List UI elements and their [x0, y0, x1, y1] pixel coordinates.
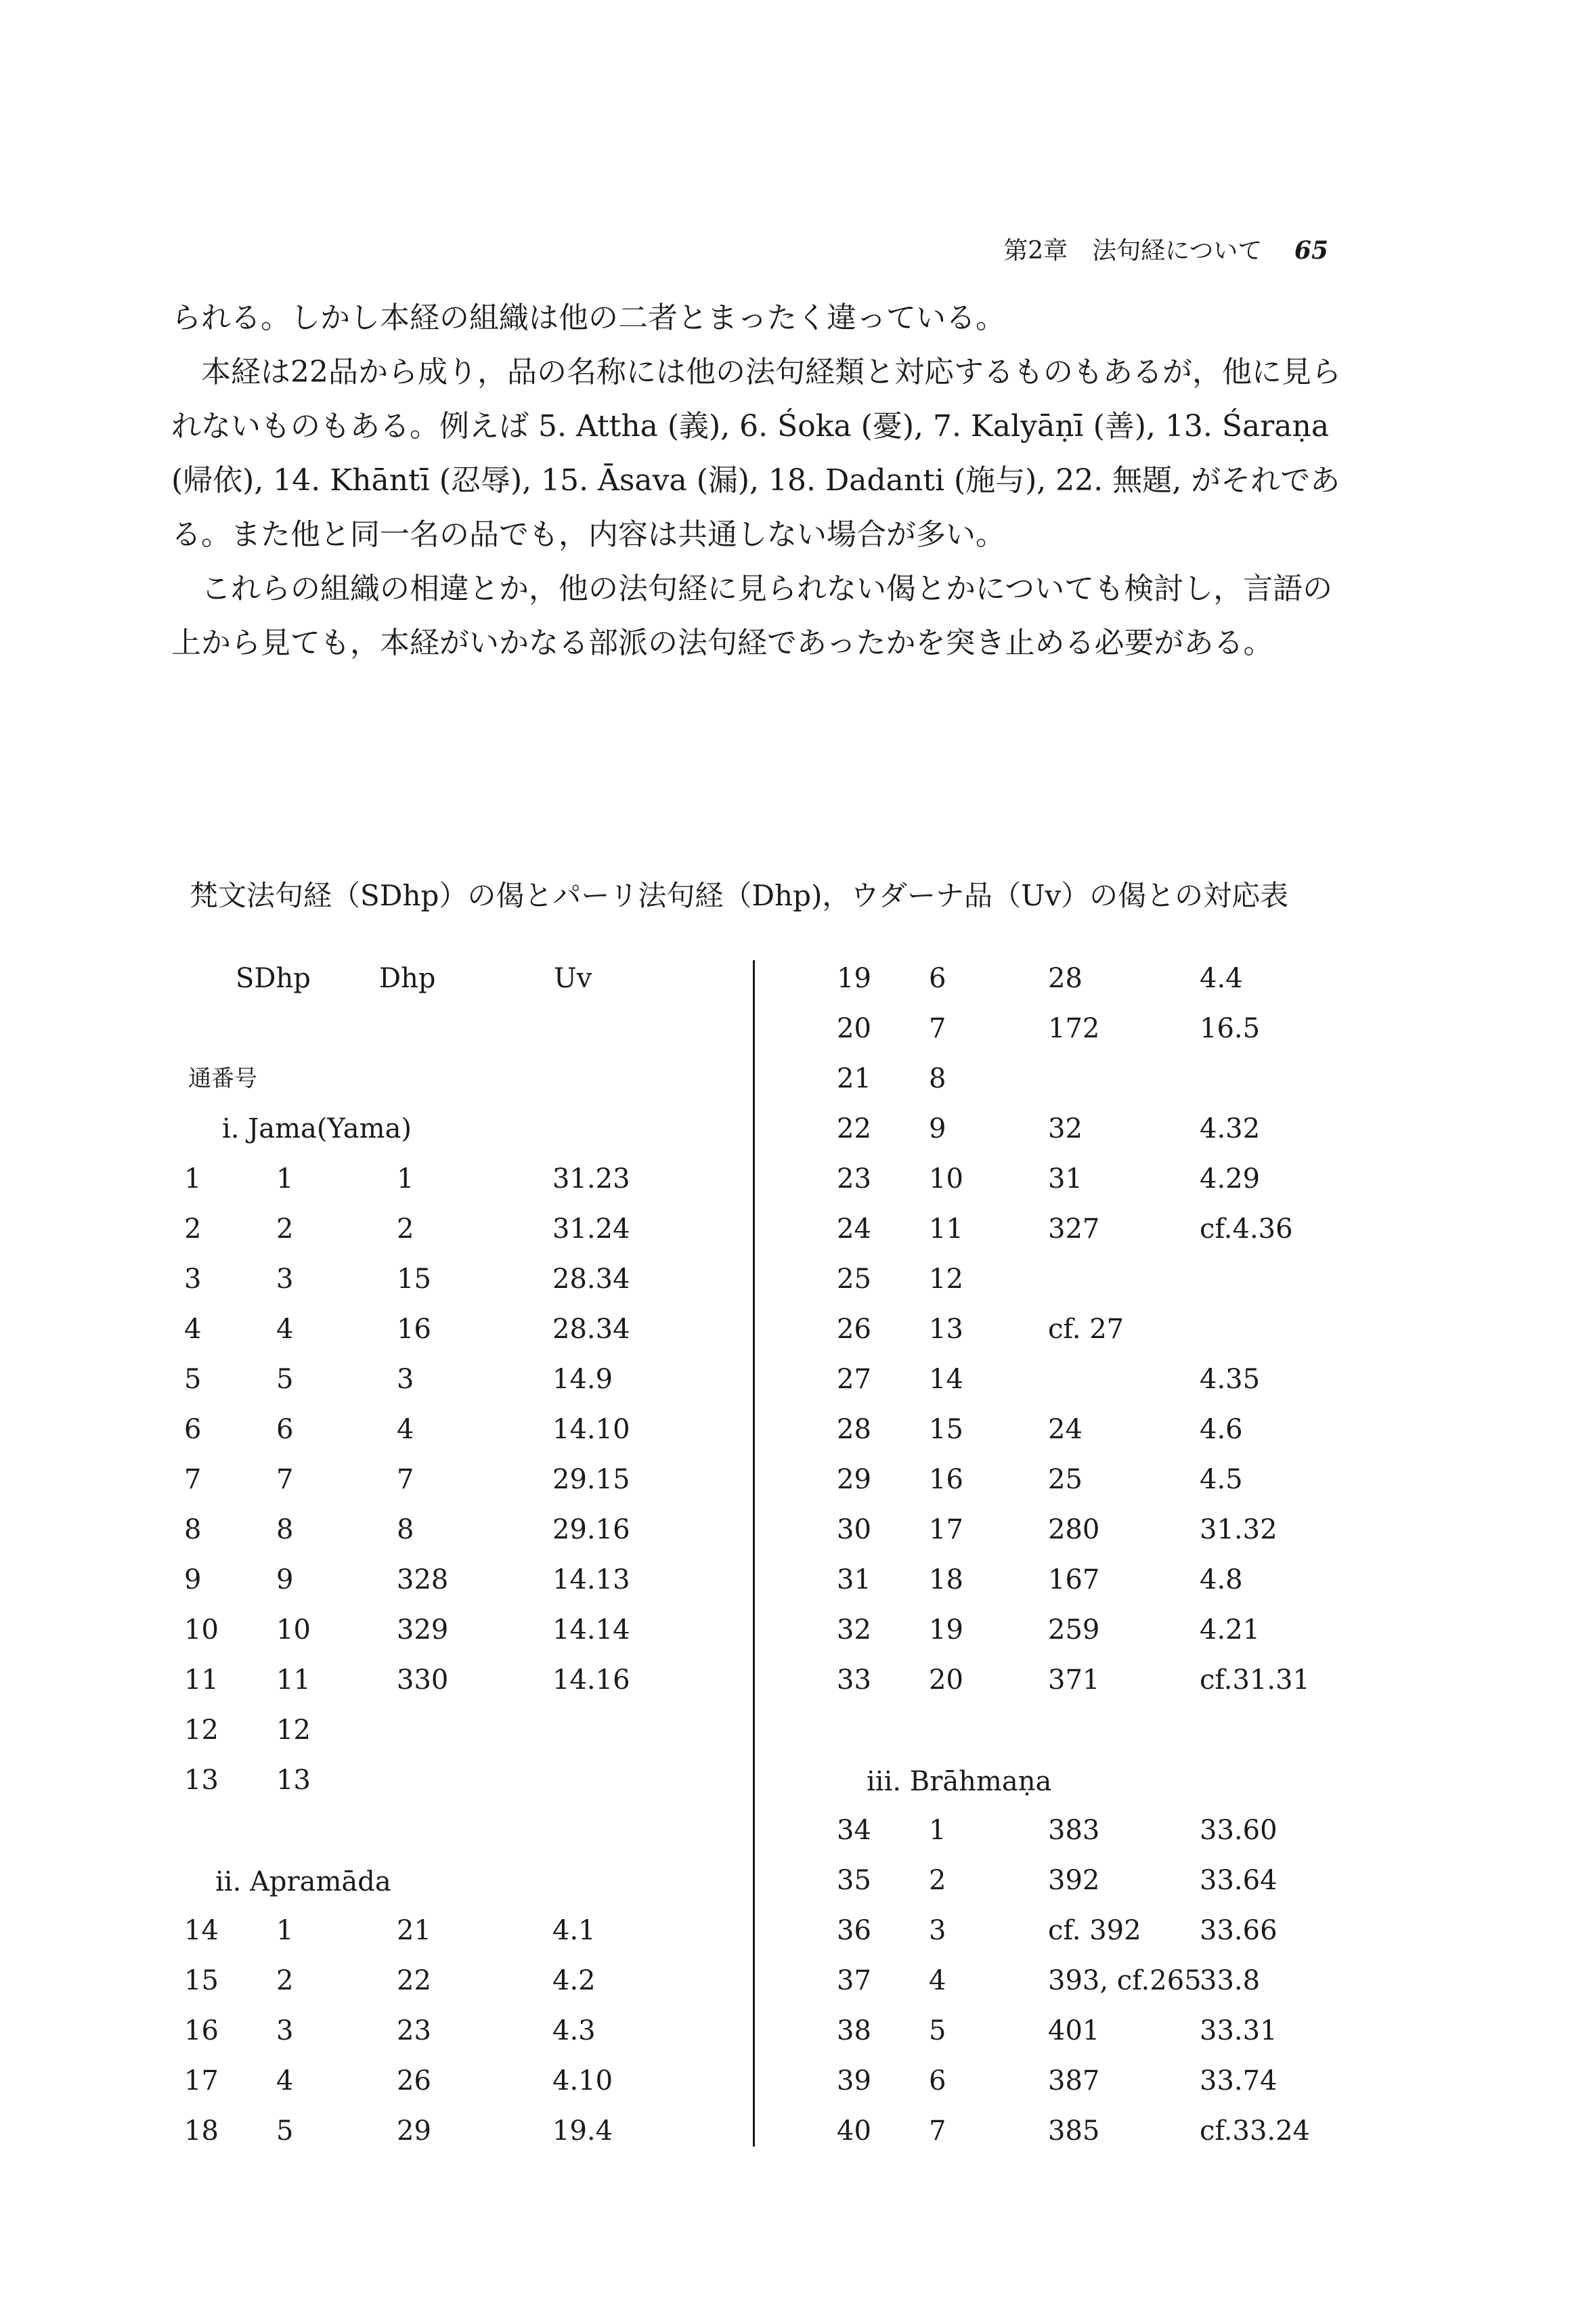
cell-local: 20 [929, 1664, 963, 1696]
cell-local: 6 [276, 1414, 294, 1445]
section-title-iii: iii. Brāhmaṇa [867, 1766, 1052, 1797]
cell-dhp: 167 [1048, 1564, 1100, 1595]
cell-serial: 13 [184, 1765, 219, 1796]
cell-dhp: 329 [397, 1614, 449, 1645]
cell-uv: 14.13 [552, 1564, 630, 1595]
cell-dhp: cf. 392 [1048, 1915, 1141, 1946]
cell-uv: 4.32 [1200, 1113, 1261, 1144]
cell-local: 13 [276, 1765, 311, 1796]
cell-local: 5 [929, 2015, 946, 2046]
cell-dhp: 22 [397, 1965, 431, 1996]
cell-dhp: 25 [1048, 1464, 1083, 1495]
cell-serial: 23 [837, 1163, 871, 1195]
cell-uv: 31.24 [552, 1213, 630, 1245]
header-sdhp: SDhp [236, 963, 311, 994]
cell-uv: 33.66 [1200, 1915, 1278, 1946]
cell-serial: 19 [837, 963, 871, 994]
header-uv: Uv [554, 963, 592, 994]
cell-uv: 14.16 [552, 1664, 630, 1696]
cell-local: 7 [276, 1464, 294, 1495]
cell-uv: 31.32 [1200, 1514, 1278, 1545]
cell-uv: 31.23 [552, 1163, 630, 1195]
cell-dhp: 1 [397, 1163, 414, 1195]
cell-serial: 10 [184, 1614, 219, 1645]
cell-local: 10 [276, 1614, 311, 1645]
cell-serial: 31 [837, 1564, 871, 1595]
cell-serial: 12 [184, 1715, 219, 1746]
cell-uv: 33.31 [1200, 2015, 1278, 2046]
cell-uv: 4.10 [552, 2065, 613, 2096]
cell-serial: 22 [837, 1113, 871, 1144]
cell-uv: 33.8 [1200, 1965, 1261, 1996]
cell-uv: 14.9 [552, 1364, 613, 1395]
cell-local: 17 [929, 1514, 963, 1545]
page-number: 65 [1294, 236, 1328, 265]
body-text [171, 291, 1357, 670]
cell-dhp: 330 [397, 1664, 449, 1696]
cell-uv: 4.1 [552, 1915, 596, 1946]
cell-dhp: 259 [1048, 1614, 1100, 1645]
cell-uv: 14.10 [552, 1414, 630, 1445]
section-title-i: i. Jama(Yama) [222, 1113, 412, 1144]
cell-local: 12 [929, 1264, 963, 1295]
cell-dhp: 31 [1048, 1163, 1083, 1195]
cell-uv: cf.31.31 [1200, 1664, 1311, 1696]
cell-serial: 20 [837, 1013, 871, 1044]
running-header [1003, 232, 1328, 266]
cell-uv: 4.8 [1200, 1564, 1243, 1595]
cell-local: 9 [276, 1564, 294, 1595]
cell-local: 10 [929, 1163, 963, 1195]
cell-serial: 1 [184, 1163, 202, 1195]
cell-dhp: 328 [397, 1564, 449, 1595]
cell-uv: 4.2 [552, 1965, 596, 1996]
cell-dhp: 23 [397, 2015, 431, 2046]
cell-serial: 28 [837, 1414, 871, 1445]
cell-dhp: 24 [1048, 1414, 1083, 1445]
cell-dhp: cf. 27 [1048, 1314, 1125, 1345]
cell-dhp: 393, cf.265 [1048, 1965, 1202, 1996]
cell-uv: 29.15 [552, 1464, 630, 1495]
cell-uv: 4.4 [1200, 963, 1243, 994]
cell-uv: 33.64 [1200, 1865, 1278, 1896]
cell-local: 1 [276, 1163, 294, 1195]
cell-serial: 2 [184, 1213, 202, 1245]
cell-local: 5 [276, 1364, 294, 1395]
cell-uv: 4.5 [1200, 1464, 1243, 1495]
cell-dhp: 28 [1048, 963, 1083, 994]
cell-serial: 8 [184, 1514, 202, 1545]
cell-serial: 11 [184, 1664, 219, 1696]
cell-dhp: 32 [1048, 1113, 1083, 1144]
section-title-ii: ii. Apramāda [215, 1866, 391, 1897]
cell-local: 6 [929, 963, 946, 994]
cell-local: 12 [276, 1715, 311, 1746]
cell-serial: 21 [837, 1063, 871, 1094]
cell-dhp: 172 [1048, 1013, 1100, 1044]
cell-local: 3 [929, 1915, 946, 1946]
cell-local: 7 [929, 2115, 946, 2147]
cell-serial: 37 [837, 1965, 871, 1996]
cell-local: 4 [929, 1965, 946, 1996]
cell-uv: 28.34 [552, 1264, 630, 1295]
cell-dhp: 3 [397, 1364, 414, 1395]
cell-serial: 30 [837, 1514, 871, 1545]
cell-local: 8 [276, 1514, 294, 1545]
cell-uv: cf.33.24 [1200, 2115, 1311, 2147]
cell-local: 16 [929, 1464, 963, 1495]
table-caption: 梵文法句経（SDhp）の偈とパーリ法句経（Dhp)，ウダーナ品（Uv）の偈との対応表 [190, 879, 1289, 912]
cell-serial: 35 [837, 1865, 871, 1896]
paragraph-1: られる。しかし本経の組織は他の二者とまったく違っている。 [171, 301, 1005, 335]
cell-local: 8 [929, 1063, 946, 1094]
cell-local: 18 [929, 1564, 963, 1595]
chapter-title: 第2章 法句経について [1003, 237, 1263, 265]
cell-local: 15 [929, 1414, 963, 1445]
cell-dhp: 387 [1048, 2065, 1100, 2096]
cell-uv: 14.14 [552, 1614, 630, 1645]
cell-dhp: 2 [397, 1213, 414, 1245]
cell-serial: 33 [837, 1664, 871, 1696]
cell-dhp: 29 [397, 2115, 431, 2147]
cell-uv: 28.34 [552, 1314, 630, 1345]
cell-local: 3 [276, 2015, 294, 2046]
cell-local: 6 [929, 2065, 946, 2096]
cell-serial: 34 [837, 1815, 871, 1846]
cell-uv: 19.4 [552, 2115, 613, 2147]
cell-serial: 29 [837, 1464, 871, 1495]
cell-local: 1 [929, 1815, 946, 1846]
cell-local: 11 [929, 1213, 963, 1245]
cell-local: 1 [276, 1915, 294, 1946]
cell-serial: 14 [184, 1915, 219, 1946]
cell-uv: 16.5 [1200, 1013, 1261, 1044]
cell-dhp: 15 [397, 1264, 431, 1295]
cell-serial: 40 [837, 2115, 871, 2147]
cell-local: 14 [929, 1364, 963, 1395]
cell-local: 3 [276, 1264, 294, 1295]
cell-uv: 4.6 [1200, 1414, 1243, 1445]
column-divider [753, 960, 755, 2147]
cell-serial: 27 [837, 1364, 871, 1395]
cell-local: 19 [929, 1614, 963, 1645]
cell-uv: 29.16 [552, 1514, 630, 1545]
cell-local: 4 [276, 1314, 294, 1345]
cell-dhp: 401 [1048, 2015, 1100, 2046]
cell-serial: 39 [837, 2065, 871, 2096]
cell-uv: 4.35 [1200, 1364, 1261, 1395]
cell-serial: 5 [184, 1364, 202, 1395]
cell-serial: 36 [837, 1915, 871, 1946]
cell-dhp: 21 [397, 1915, 431, 1946]
cell-serial: 16 [184, 2015, 219, 2046]
cell-uv: 33.74 [1200, 2065, 1278, 2096]
cell-local: 5 [276, 2115, 294, 2147]
cell-dhp: 392 [1048, 1865, 1100, 1896]
cell-local: 7 [929, 1013, 946, 1044]
cell-local: 11 [276, 1664, 311, 1696]
cell-local: 9 [929, 1113, 946, 1144]
cell-serial: 18 [184, 2115, 219, 2147]
paragraph-3: これらの組織の相違とか，他の法句経に見られない偈とかについても検討し，言語の上から見ても，本経がいかなる部派の法句経であったかを突き止める必要がある。 [171, 572, 1333, 660]
cell-uv: cf.4.36 [1200, 1213, 1293, 1245]
cell-dhp: 4 [397, 1414, 414, 1445]
cell-dhp: 26 [397, 2065, 431, 2096]
cell-serial: 6 [184, 1414, 202, 1445]
cell-dhp: 385 [1048, 2115, 1100, 2147]
cell-serial: 4 [184, 1314, 202, 1345]
cell-uv: 33.60 [1200, 1815, 1278, 1846]
cell-uv: 4.21 [1200, 1614, 1261, 1645]
cell-local: 13 [929, 1314, 963, 1345]
cell-dhp: 327 [1048, 1213, 1100, 1245]
cell-serial: 15 [184, 1965, 219, 1996]
cell-local: 2 [276, 1965, 294, 1996]
cell-serial: 7 [184, 1464, 202, 1495]
cell-dhp: 16 [397, 1314, 431, 1345]
cell-serial: 17 [184, 2065, 219, 2096]
cell-uv: 4.3 [552, 2015, 596, 2046]
cell-local: 2 [276, 1213, 294, 1245]
cell-serial: 25 [837, 1264, 871, 1295]
cell-serial: 32 [837, 1614, 871, 1645]
cell-dhp: 371 [1048, 1664, 1100, 1696]
cell-serial: 24 [837, 1213, 871, 1245]
cell-local: 4 [276, 2065, 294, 2096]
header-dhp: Dhp [379, 963, 436, 994]
cell-serial: 3 [184, 1264, 202, 1295]
cell-local: 2 [929, 1865, 946, 1896]
paragraph-2: 本経は22品から成り，品の名称には他の法句経類と対応するものもあるが，他に見られないものもある。例えば 5. Attha (義), 6. Śoka (憂), 7. Kalyāṇī (善), 13. Śaraṇa (帰依), 14. Khāntī (忍辱), 15. Āsava (漏), 18. Dadanti (施与), 22. 無題, がそれである。また他と同一名の品でも，内容は共通しない場合が多い。 [171, 355, 1341, 552]
cell-serial: 26 [837, 1314, 871, 1345]
cell-dhp: 7 [397, 1464, 414, 1495]
cell-dhp: 8 [397, 1514, 414, 1545]
cell-serial: 9 [184, 1564, 202, 1595]
cell-dhp: 383 [1048, 1815, 1100, 1846]
cell-serial: 38 [837, 2015, 871, 2046]
serial-number-label: 通番号 [188, 1065, 257, 1092]
cell-uv: 4.29 [1200, 1163, 1261, 1195]
cell-dhp: 280 [1048, 1514, 1100, 1545]
